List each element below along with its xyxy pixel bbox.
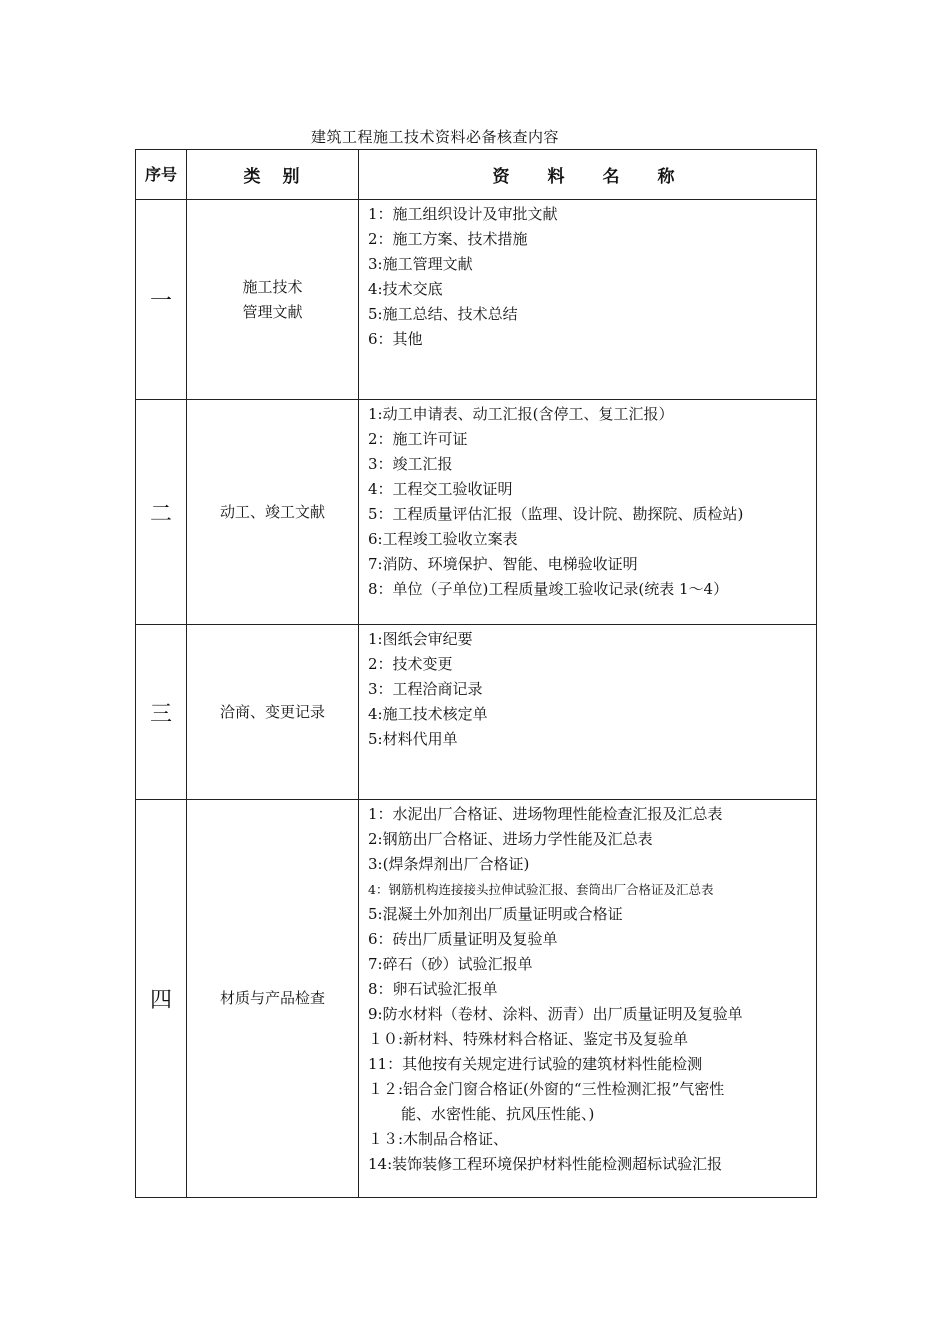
list-item: 6：其他: [368, 330, 423, 348]
category-line: 施工技术: [242, 277, 303, 296]
table-row: [136, 625, 817, 800]
document-title: 建筑工程施工技术资料必备核查内容: [310, 128, 559, 146]
list-item: 6:工程竣工验收立案表: [368, 530, 518, 548]
list-item: 4：工程交工验收证明: [368, 480, 513, 498]
table-row: [136, 800, 817, 1198]
list-item: 7:消防、环境保护、智能、电梯验收证明: [368, 555, 638, 573]
list-item: 9:防水材料（卷材、涂料、沥青）出厂质量证明及复验单: [368, 1005, 743, 1023]
section-items: [359, 400, 817, 625]
list-item: 3：竣工汇报: [368, 455, 453, 473]
list-item: 2：施工方案、技术措施: [368, 230, 528, 248]
section-num: 二: [136, 400, 187, 625]
list-item: 4:施工技术核定单: [368, 705, 488, 723]
header-name: 资料名称: [359, 150, 817, 200]
list-item: 2：技术变更: [368, 655, 453, 673]
category-line: 材质与产品检查: [219, 989, 325, 1007]
section-category: [187, 800, 359, 1198]
section-items: [359, 625, 817, 800]
list-item: 5:混凝土外加剂出厂质量证明或合格证: [368, 905, 623, 923]
list-item: 1：水泥出厂合格证、进场物理性能检查汇报及汇总表: [368, 805, 723, 823]
list-item: １２:铝合金门窗合格证(外窗的“三性检测汇报”气密性: [368, 1080, 725, 1098]
list-item: 1：施工组织设计及审批文献: [368, 205, 558, 223]
list-item: 3:施工管理文献: [368, 255, 473, 273]
section-num: 三: [136, 625, 187, 800]
list-item: 14:装饰装修工程环境保护材料性能检测超标试验汇报: [368, 1155, 723, 1173]
section-category: [187, 625, 359, 800]
category-line: 管理文献: [242, 302, 303, 321]
list-item: 4：钢筋机构连接接头拉伸试验汇报、套筒出厂合格证及汇总表: [368, 882, 714, 897]
section-items: [359, 800, 817, 1198]
table-row: [136, 400, 817, 625]
list-item: 2：施工许可证: [368, 430, 468, 448]
section-items: [359, 200, 817, 400]
header-category: 类别: [187, 150, 359, 200]
list-item: 11：其他按有关规定进行试验的建筑材料性能检测: [368, 1055, 703, 1073]
list-item: １０:新材料、特殊材料合格证、鉴定书及复验单: [368, 1030, 689, 1048]
section-category: [187, 200, 359, 400]
list-item: 2:钢筋出厂合格证、进场力学性能及汇总表: [368, 830, 653, 848]
list-item: 5:施工总结、技术总结: [368, 305, 518, 323]
list-item: 3:(焊条焊剂出厂合格证): [368, 855, 530, 873]
list-item: 4:技术交底: [368, 280, 443, 298]
list-item: 5：工程质量评估汇报（监理、设计院、勘探院、质检站): [368, 505, 744, 523]
category-line: 洽商、变更记录: [219, 702, 325, 721]
table-row: [136, 200, 817, 400]
list-item: 5:材料代用单: [368, 730, 458, 748]
list-item: 3：工程洽商记录: [368, 680, 483, 698]
list-item: 8：单位（子单位)工程质量竣工验收记录(统表 1～4）: [368, 580, 729, 598]
list-item: 1:动工申请表、动工汇报(含停工、复工汇报）: [368, 405, 674, 423]
list-item: １３:木制品合格证、: [368, 1130, 509, 1148]
category-line: 动工、竣工文献: [219, 502, 325, 521]
section-num: 一: [136, 200, 187, 400]
list-item: 6：砖出厂质量证明及复验单: [368, 930, 558, 948]
header-num: 序号: [136, 150, 187, 200]
checklist-table: [135, 149, 817, 1198]
section-num: 四: [136, 800, 187, 1198]
section-category: [187, 400, 359, 625]
list-item-continuation: 能、水密性能、抗风压性能、): [401, 1105, 595, 1123]
list-item: 8：卵石试验汇报单: [368, 980, 498, 998]
list-item: 7:碎石（砂）试验汇报单: [368, 955, 533, 973]
table-header-row: [136, 150, 817, 200]
list-item: 1:图纸会审纪要: [368, 630, 473, 648]
